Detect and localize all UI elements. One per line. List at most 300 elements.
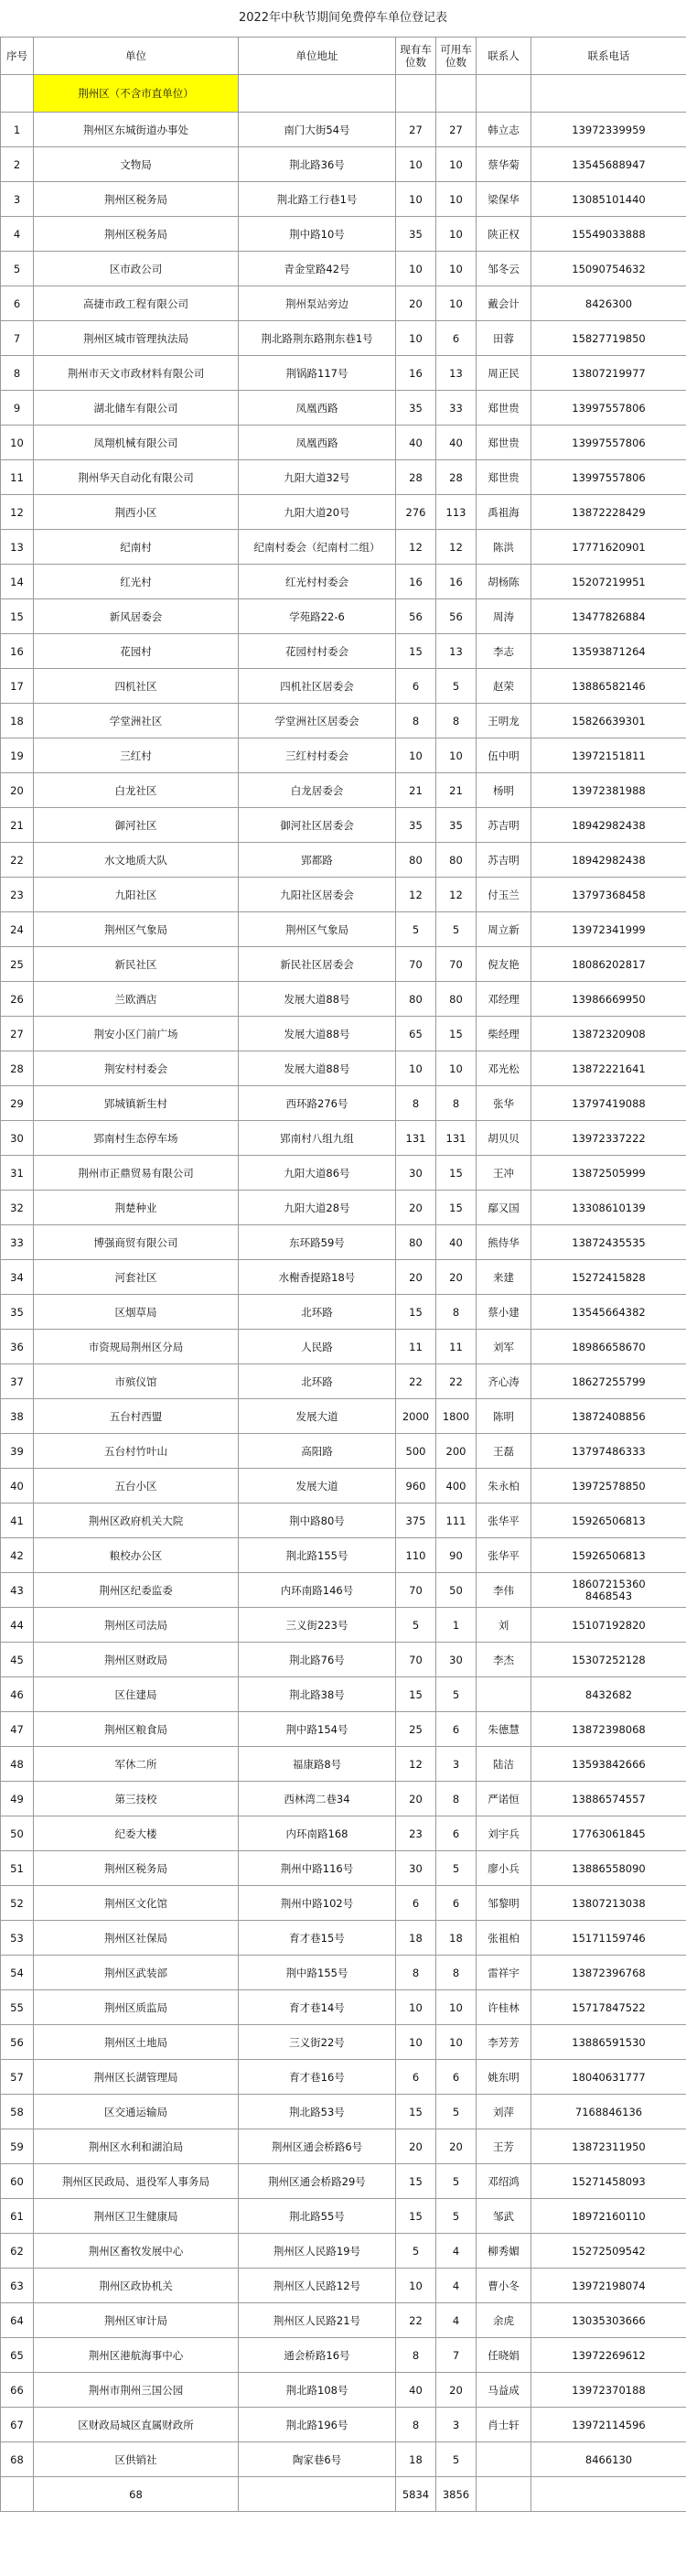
table-row <box>1 391 686 426</box>
row-unit: 荆州区税务局 <box>34 217 239 252</box>
row-index: 22 <box>1 843 34 878</box>
row-unit: 纪委大楼 <box>34 1816 239 1851</box>
row-existing-spaces: 20 <box>396 1782 436 1816</box>
row-unit: 荆州区畜牧发展中心 <box>34 2234 239 2269</box>
row-phone: 13886591530 <box>531 2025 686 2060</box>
row-unit: 军休二所 <box>34 1747 239 1782</box>
row-index: 32 <box>1 1191 34 1225</box>
row-address: 九阳大道28号 <box>239 1191 396 1225</box>
row-available-spaces: 10 <box>436 182 477 217</box>
row-unit: 御河社区 <box>34 808 239 843</box>
row-phone: 15926506813 <box>531 1504 686 1538</box>
row-existing-spaces: 20 <box>396 1191 436 1225</box>
table-row <box>1 2234 686 2269</box>
row-existing-spaces: 65 <box>396 1017 436 1051</box>
row-contact: 禹祖海 <box>477 495 531 530</box>
row-unit: 荆州区水利和湖泊局 <box>34 2129 239 2164</box>
table-row <box>1 1156 686 1191</box>
row-available-spaces: 6 <box>436 1712 477 1747</box>
row-existing-spaces: 16 <box>396 565 436 599</box>
table-row <box>1 773 686 808</box>
row-phone: 18607215360 8468543 <box>531 1573 686 1608</box>
row-phone: 13872435535 <box>531 1225 686 1260</box>
row-contact: 李芳芳 <box>477 2025 531 2060</box>
table-row <box>1 565 686 599</box>
row-available-spaces: 1 <box>436 1608 477 1643</box>
table-row <box>1 2060 686 2095</box>
row-unit: 第三技校 <box>34 1782 239 1816</box>
table-row <box>1 2199 686 2234</box>
row-contact: 梁保华 <box>477 182 531 217</box>
row-contact: 曹小冬 <box>477 2269 531 2303</box>
row-available-spaces: 13 <box>436 356 477 391</box>
row-contact: 周正民 <box>477 356 531 391</box>
row-phone: 7168846136 <box>531 2095 686 2129</box>
row-unit: 荆楚种业 <box>34 1191 239 1225</box>
row-address: 郢南村八组九组 <box>239 1121 396 1156</box>
row-index: 16 <box>1 634 34 669</box>
row-address: 育才巷16号 <box>239 2060 396 2095</box>
row-unit: 荆州区社保局 <box>34 1921 239 1956</box>
row-address: 荆北路53号 <box>239 2095 396 2129</box>
row-phone: 13477826884 <box>531 599 686 634</box>
row-existing-spaces: 20 <box>396 286 436 321</box>
row-address: 荆北路155号 <box>239 1538 396 1573</box>
row-unit: 荆州区司法局 <box>34 1608 239 1643</box>
totals-row <box>1 2477 686 2512</box>
row-contact: 蔡小建 <box>477 1295 531 1330</box>
table-row <box>1 1573 686 1608</box>
row-available-spaces: 11 <box>436 1330 477 1364</box>
row-phone: 13972339959 <box>531 113 686 147</box>
row-unit: 郢城镇新生村 <box>34 1086 239 1121</box>
row-available-spaces: 50 <box>436 1573 477 1608</box>
row-available-spaces: 8 <box>436 1956 477 1990</box>
row-phone: 17771620901 <box>531 530 686 565</box>
row-available-spaces: 8 <box>436 1782 477 1816</box>
row-contact: 王芳 <box>477 2129 531 2164</box>
row-contact: 胡贝贝 <box>477 1121 531 1156</box>
row-address: 荆中路155号 <box>239 1956 396 1990</box>
row-address: 荆州区人民路21号 <box>239 2303 396 2338</box>
table-row <box>1 912 686 947</box>
row-address: 九阳大道32号 <box>239 460 396 495</box>
row-contact: 廖小兵 <box>477 1851 531 1886</box>
row-index: 4 <box>1 217 34 252</box>
row-index: 3 <box>1 182 34 217</box>
row-phone: 15827719850 <box>531 321 686 356</box>
row-available-spaces: 12 <box>436 530 477 565</box>
row-address: 发展大道 <box>239 1469 396 1504</box>
row-available-spaces: 111 <box>436 1504 477 1538</box>
row-existing-spaces: 23 <box>396 1816 436 1851</box>
row-unit: 荆州区卫生健康局 <box>34 2199 239 2234</box>
header-unit: 单位 <box>34 38 239 75</box>
row-address: 北环路 <box>239 1364 396 1399</box>
table-row <box>1 1677 686 1712</box>
row-contact: 张祖柏 <box>477 1921 531 1956</box>
table-row <box>1 1225 686 1260</box>
row-index: 11 <box>1 460 34 495</box>
row-phone: 8432682 <box>531 1677 686 1712</box>
table-row <box>1 1782 686 1816</box>
row-contact: 邹冬云 <box>477 252 531 286</box>
row-available-spaces: 15 <box>436 1156 477 1191</box>
row-available-spaces: 70 <box>436 947 477 982</box>
row-unit: 市殡仪馆 <box>34 1364 239 1399</box>
row-contact: 朱德慧 <box>477 1712 531 1747</box>
row-existing-spaces: 35 <box>396 391 436 426</box>
row-available-spaces: 4 <box>436 2269 477 2303</box>
row-index: 8 <box>1 356 34 391</box>
table-row <box>1 1990 686 2025</box>
row-contact: 朱永柏 <box>477 1469 531 1504</box>
total-count: 68 <box>34 2477 239 2512</box>
row-phone: 15717847522 <box>531 1990 686 2025</box>
row-unit: 荆州市荆州三国公园 <box>34 2373 239 2408</box>
row-available-spaces: 12 <box>436 878 477 912</box>
header-available-spaces: 可用车位数 <box>436 38 477 75</box>
row-address: 学堂洲社区居委会 <box>239 704 396 738</box>
table-row <box>1 704 686 738</box>
row-index: 56 <box>1 2025 34 2060</box>
row-available-spaces: 8 <box>436 1086 477 1121</box>
row-phone: 15272509542 <box>531 2234 686 2269</box>
row-contact: 刘军 <box>477 1330 531 1364</box>
row-unit: 荆州区文化馆 <box>34 1886 239 1921</box>
table-row <box>1 878 686 912</box>
row-contact: 邹黎明 <box>477 1886 531 1921</box>
row-available-spaces: 6 <box>436 321 477 356</box>
row-index: 66 <box>1 2373 34 2408</box>
row-unit: 九阳社区 <box>34 878 239 912</box>
row-index: 18 <box>1 704 34 738</box>
row-contact: 倪友艳 <box>477 947 531 982</box>
row-contact: 苏吉明 <box>477 843 531 878</box>
row-unit: 湖北储车有限公司 <box>34 391 239 426</box>
table-row <box>1 1295 686 1330</box>
row-index: 64 <box>1 2303 34 2338</box>
row-available-spaces: 27 <box>436 113 477 147</box>
row-contact: 陈明 <box>477 1399 531 1434</box>
row-existing-spaces: 30 <box>396 1851 436 1886</box>
row-contact: 张华 <box>477 1086 531 1121</box>
table-row <box>1 2164 686 2199</box>
row-address: 学苑路22-6 <box>239 599 396 634</box>
row-available-spaces: 8 <box>436 704 477 738</box>
row-unit: 荆安小区门前广场 <box>34 1017 239 1051</box>
row-existing-spaces: 110 <box>396 1538 436 1573</box>
row-phone: 13986669950 <box>531 982 686 1017</box>
row-existing-spaces: 500 <box>396 1434 436 1469</box>
parking-registry-table <box>0 37 686 2512</box>
row-index: 1 <box>1 113 34 147</box>
table-row <box>1 495 686 530</box>
row-available-spaces: 20 <box>436 1260 477 1295</box>
row-contact: 戴会计 <box>477 286 531 321</box>
row-contact: 任晓娟 <box>477 2338 531 2373</box>
row-unit: 荆州区质监局 <box>34 1990 239 2025</box>
row-index: 41 <box>1 1504 34 1538</box>
row-index: 35 <box>1 1295 34 1330</box>
row-existing-spaces: 10 <box>396 147 436 182</box>
row-contact: 许桂林 <box>477 1990 531 2025</box>
row-index: 23 <box>1 878 34 912</box>
row-unit: 三红村 <box>34 738 239 773</box>
table-row <box>1 1538 686 1573</box>
row-contact: 熊侍华 <box>477 1225 531 1260</box>
table-row <box>1 1330 686 1364</box>
row-address: 发展大道88号 <box>239 1051 396 1086</box>
row-index: 7 <box>1 321 34 356</box>
row-existing-spaces: 35 <box>396 217 436 252</box>
row-available-spaces: 5 <box>436 1677 477 1712</box>
row-address: 福康路8号 <box>239 1747 396 1782</box>
row-address: 陶家巷6号 <box>239 2442 396 2477</box>
row-address: 荆北路38号 <box>239 1677 396 1712</box>
row-existing-spaces: 12 <box>396 530 436 565</box>
table-row <box>1 321 686 356</box>
row-existing-spaces: 10 <box>396 1051 436 1086</box>
row-address: 九阳大道20号 <box>239 495 396 530</box>
row-unit: 粮校办公区 <box>34 1538 239 1573</box>
row-existing-spaces: 8 <box>396 2338 436 2373</box>
table-row <box>1 1608 686 1643</box>
row-phone: 15926506813 <box>531 1538 686 1573</box>
row-address: 荆中路10号 <box>239 217 396 252</box>
table-row <box>1 1886 686 1921</box>
row-existing-spaces: 5 <box>396 2234 436 2269</box>
row-phone: 13886574557 <box>531 1782 686 1816</box>
row-unit: 区交通运输局 <box>34 2095 239 2129</box>
row-phone: 8466130 <box>531 2442 686 2477</box>
row-address: 荆北路55号 <box>239 2199 396 2234</box>
row-phone: 13085101440 <box>531 182 686 217</box>
row-contact: 王冲 <box>477 1156 531 1191</box>
row-address: 白龙居委会 <box>239 773 396 808</box>
table-row <box>1 808 686 843</box>
row-available-spaces: 15 <box>436 1017 477 1051</box>
row-available-spaces: 5 <box>436 2199 477 2234</box>
table-row <box>1 1921 686 1956</box>
row-phone: 8426300 <box>531 286 686 321</box>
row-existing-spaces: 6 <box>396 2060 436 2095</box>
row-phone: 13872398068 <box>531 1712 686 1747</box>
row-existing-spaces: 80 <box>396 982 436 1017</box>
row-existing-spaces: 5 <box>396 912 436 947</box>
table-row <box>1 2442 686 2477</box>
row-unit: 荆州区民政局、退役军人事务局 <box>34 2164 239 2199</box>
row-index: 6 <box>1 286 34 321</box>
row-available-spaces: 4 <box>436 2234 477 2269</box>
row-contact: 李伟 <box>477 1573 531 1608</box>
row-existing-spaces: 375 <box>396 1504 436 1538</box>
row-existing-spaces: 56 <box>396 599 436 634</box>
row-contact: 陆洁 <box>477 1747 531 1782</box>
row-available-spaces: 6 <box>436 2060 477 2095</box>
row-available-spaces: 21 <box>436 773 477 808</box>
row-available-spaces: 5 <box>436 2095 477 2129</box>
row-phone: 13972151811 <box>531 738 686 773</box>
row-address: 四机社区居委会 <box>239 669 396 704</box>
row-index: 20 <box>1 773 34 808</box>
row-address: 荆州区通会桥路6号 <box>239 2129 396 2164</box>
row-phone: 13872408856 <box>531 1399 686 1434</box>
row-index: 25 <box>1 947 34 982</box>
row-phone: 13972114596 <box>531 2408 686 2442</box>
row-index: 59 <box>1 2129 34 2164</box>
row-index: 5 <box>1 252 34 286</box>
row-phone: 13972578850 <box>531 1469 686 1504</box>
row-unit: 荆州区纪委监委 <box>34 1573 239 1608</box>
row-existing-spaces: 25 <box>396 1712 436 1747</box>
table-row <box>1 426 686 460</box>
row-contact: 田蓉 <box>477 321 531 356</box>
total-available: 3856 <box>436 2477 477 2512</box>
row-phone: 13797486333 <box>531 1434 686 1469</box>
table-row <box>1 2269 686 2303</box>
row-address: 荆州区气象局 <box>239 912 396 947</box>
row-phone: 15107192820 <box>531 1608 686 1643</box>
row-address: 凤凰西路 <box>239 391 396 426</box>
table-row <box>1 1364 686 1399</box>
row-contact: 伍中明 <box>477 738 531 773</box>
row-address: 西林湾二巷34 <box>239 1782 396 1816</box>
row-phone: 13807213038 <box>531 1886 686 1921</box>
row-contact: 蔡华菊 <box>477 147 531 182</box>
row-contact: 邓光松 <box>477 1051 531 1086</box>
table-row <box>1 1051 686 1086</box>
row-contact: 韩立志 <box>477 113 531 147</box>
row-existing-spaces: 20 <box>396 2129 436 2164</box>
table-row <box>1 2129 686 2164</box>
row-index: 47 <box>1 1712 34 1747</box>
table-row <box>1 286 686 321</box>
row-address: 南门大街54号 <box>239 113 396 147</box>
row-existing-spaces: 131 <box>396 1121 436 1156</box>
row-contact: 胡杨陈 <box>477 565 531 599</box>
row-phone: 13972370188 <box>531 2373 686 2408</box>
header-index: 序号 <box>1 38 34 75</box>
table-row <box>1 1851 686 1886</box>
header-existing-spaces: 现有车位数 <box>396 38 436 75</box>
row-address: 荆北路76号 <box>239 1643 396 1677</box>
table-row <box>1 738 686 773</box>
row-address: 红光村村委会 <box>239 565 396 599</box>
row-existing-spaces: 10 <box>396 738 436 773</box>
row-unit: 博强商贸有限公司 <box>34 1225 239 1260</box>
row-index: 24 <box>1 912 34 947</box>
table-row <box>1 843 686 878</box>
row-index: 9 <box>1 391 34 426</box>
row-contact <box>477 1677 531 1712</box>
row-address: 人民路 <box>239 1330 396 1364</box>
row-phone: 15272415828 <box>531 1260 686 1295</box>
row-address: 高阳路 <box>239 1434 396 1469</box>
row-index: 10 <box>1 426 34 460</box>
row-address: 东环路59号 <box>239 1225 396 1260</box>
row-address: 花园村村委会 <box>239 634 396 669</box>
header-phone: 联系电话 <box>531 38 686 75</box>
row-unit: 荆州区气象局 <box>34 912 239 947</box>
row-existing-spaces: 8 <box>396 1956 436 1990</box>
row-index: 15 <box>1 599 34 634</box>
row-existing-spaces: 15 <box>396 634 436 669</box>
row-phone: 13872505999 <box>531 1156 686 1191</box>
row-contact: 余虎 <box>477 2303 531 2338</box>
row-available-spaces: 16 <box>436 565 477 599</box>
row-index: 46 <box>1 1677 34 1712</box>
row-address: 御河社区居委会 <box>239 808 396 843</box>
row-index: 54 <box>1 1956 34 1990</box>
row-address: 荆北路108号 <box>239 2373 396 2408</box>
row-address: 三义街22号 <box>239 2025 396 2060</box>
row-available-spaces: 10 <box>436 1051 477 1086</box>
row-existing-spaces: 5 <box>396 1608 436 1643</box>
row-unit: 白龙社区 <box>34 773 239 808</box>
table-row <box>1 530 686 565</box>
row-address: 内环南路146号 <box>239 1573 396 1608</box>
row-address: 青金堂路42号 <box>239 252 396 286</box>
row-available-spaces: 28 <box>436 460 477 495</box>
row-available-spaces: 56 <box>436 599 477 634</box>
row-phone: 18627255799 <box>531 1364 686 1399</box>
row-phone: 18972160110 <box>531 2199 686 2234</box>
row-existing-spaces: 22 <box>396 1364 436 1399</box>
row-available-spaces: 400 <box>436 1469 477 1504</box>
row-index: 52 <box>1 1886 34 1921</box>
row-contact: 苏吉明 <box>477 808 531 843</box>
row-phone: 13545664382 <box>531 1295 686 1330</box>
row-phone: 13972269612 <box>531 2338 686 2373</box>
row-phone: 13997557806 <box>531 391 686 426</box>
row-contact: 张华平 <box>477 1538 531 1573</box>
row-available-spaces: 18 <box>436 1921 477 1956</box>
row-index: 55 <box>1 1990 34 2025</box>
row-index: 67 <box>1 2408 34 2442</box>
row-contact: 邓经理 <box>477 982 531 1017</box>
table-row <box>1 2408 686 2442</box>
row-phone: 15090754632 <box>531 252 686 286</box>
row-available-spaces: 113 <box>436 495 477 530</box>
row-index: 57 <box>1 2060 34 2095</box>
row-contact: 柳秀媚 <box>477 2234 531 2269</box>
row-available-spaces: 80 <box>436 843 477 878</box>
row-available-spaces: 10 <box>436 147 477 182</box>
row-address: 凤凰西路 <box>239 426 396 460</box>
row-contact: 李杰 <box>477 1643 531 1677</box>
row-contact: 杨明 <box>477 773 531 808</box>
row-existing-spaces: 10 <box>396 2269 436 2303</box>
row-address: 荆州中路102号 <box>239 1886 396 1921</box>
row-index: 12 <box>1 495 34 530</box>
row-address: 荆中路154号 <box>239 1712 396 1747</box>
table-row <box>1 252 686 286</box>
row-contact: 来建 <box>477 1260 531 1295</box>
row-unit: 学堂洲社区 <box>34 704 239 738</box>
row-index: 33 <box>1 1225 34 1260</box>
row-phone: 13872396768 <box>531 1956 686 1990</box>
row-existing-spaces: 22 <box>396 2303 436 2338</box>
row-address: 荆州区通会桥路29号 <box>239 2164 396 2199</box>
row-contact: 肖士轩 <box>477 2408 531 2442</box>
row-existing-spaces: 6 <box>396 669 436 704</box>
row-phone: 15307252128 <box>531 1643 686 1677</box>
page-title: 2022年中秋节期间免费停车单位登记表 <box>238 11 448 25</box>
row-available-spaces: 35 <box>436 808 477 843</box>
row-available-spaces: 40 <box>436 1225 477 1260</box>
row-available-spaces: 10 <box>436 217 477 252</box>
